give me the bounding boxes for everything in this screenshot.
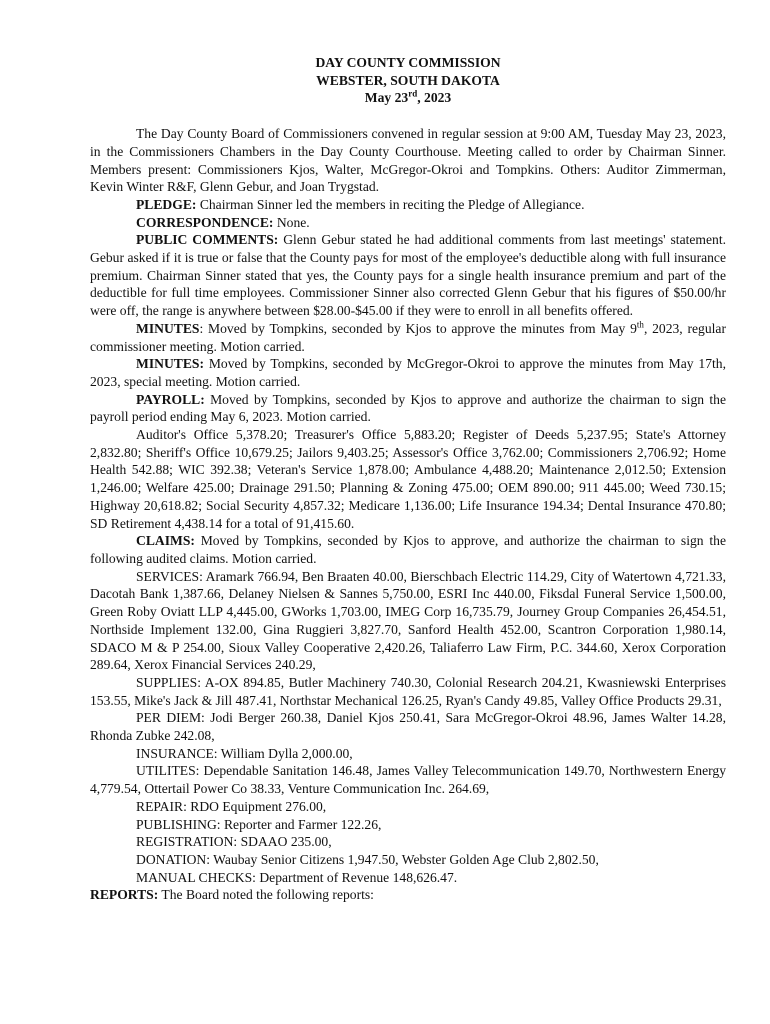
payroll-paragraph: PAYROLL: Moved by Tompkins, seconded by Kjos to approve and authorize the chairman to sign the payroll period ending May 6, 2023. Motion carried. [90,391,726,425]
payroll-detail-paragraph: Auditor's Office 5,378.20; Treasurer's Office 5,883.20; Register of Deeds 5,237.95; State's Attorney 2,832.80; Sheriff's Office 10,679.25; Jailors 9,403.25; Assessor's Office 3,762.00; Commissioners 2,706.92; Home Health 542.88; WIC 392.38; Veteran's Service 1,878.00; Ambulance 4,488.20; Maintenance 2,012.50; Extension 1,246.00; Welfare 425.00; Drainage 291.50; Planning & Zoning 475.00; OEM 890.00; 911 445.00; Weed 730.15; Highway 20,618.82; Social Security 4,857.32; Medicare 1,136.00; Life Insurance 194.34; Dental Insurance 470.80; SD Retirement 4,438.14 for a total of 91,415.60. [90,427,726,531]
manual-checks-paragraph: MANUAL CHECKS: Department of Revenue 148,626.47. [136,869,458,885]
publishing-paragraph: PUBLISHING: Reporter and Farmer 122.26, [136,816,382,832]
header-title: DAY COUNTY COMMISSION [315,55,501,70]
document-page [90,54,726,904]
supplies-paragraph: SUPPLIES: A-OX 894.85, Butler Machinery 740.30, Colonial Research 204.21, Kwasniewski Enterprises 153.55, Mike's Jack & Jill 487.41, Northstar Mechanical 126.25, Ryan's Candy 49.85, Valley Office Products 29.31, [90,674,726,708]
correspondence-paragraph: CORRESPONDENCE: None. [136,214,310,230]
reports-paragraph: REPORTS: The Board noted the following reports: [90,887,374,903]
header-location: WEBSTER, SOUTH DAKOTA [316,72,500,88]
services-paragraph: SERVICES: Aramark 766.94, Ben Braaten 40.00, Bierschbach Electric 114.29, City of Watertown 4,721.33, Dacotah Bank 1,387.66, Delaney Nielsen & Sannes 5,750.00, ESRI Inc 440.00, Fiksdal Funeral Service 1,500.00, Green Roby Oviatt LLP 4,445.00, GWorks 1,703.00, IMEG Corp 16,735.79, Journey Group Companies 26,454.51, Northside Implement 132.00, Gina Ruggieri 3,827.70, Sanford Health 452.00, Scantron Corporation 1,980.14, SDACO M & P 254.00, Sioux Valley Cooperative 2,420.26, Taliaferro Law Firm, P.C. 344.60, Xerox Corporation 289.64, Xerox Financial Services 240.29, [90,568,726,673]
registration-paragraph: REGISTRATION: SDAAO 235.00, [136,834,332,850]
intro-paragraph: The Day County Board of Commissioners convened in regular session at 9:00 AM, Tuesday May 23, 2023, in the Commissioners Chambers in the Day County Courthouse. Meeting called to order by Chairman Sinner. Members present: Commissioners Kjos, Walter, McGregor-Okroi and Tompkins. Others: Auditor Zimmerman, Kevin Winter R&F, Glenn Gebur, and Joan Trygstad. [90,126,726,195]
repair-paragraph: REPAIR: RDO Equipment 276.00, [136,798,327,814]
per-diem-paragraph: PER DIEM: Jodi Berger 260.38, Daniel Kjos 250.41, Sara McGregor-Okroi 48.96, James Walter 14.28, Rhonda Zubke 242.08, [90,710,726,744]
header-date: May 23rd, 2023 [364,88,452,106]
pledge-paragraph: PLEDGE: Chairman Sinner led the members in reciting the Pledge of Allegiance. [136,196,585,212]
minutes-paragraph-2: MINUTES: Moved by Tompkins, seconded by McGregor-Okroi to approve the minutes from May 17th, 2023, special meeting. Motion carried. [90,356,726,389]
minutes-paragraph-1: MINUTES: Moved by Tompkins, seconded by Kjos to approve the minutes from May 9th, 2023, regular commissioner meeting. Motion carried. [90,319,726,354]
public-comments-paragraph: PUBLIC COMMENTS: Glenn Gebur stated he had additional comments from last meetings' statement. Gebur asked if it is true or false that the County pays for most of the employee's deductible along with full insurance premium. Chairman Sinner stated that yes, the County pays for a single health insurance premium and part of the deductible for full time employees. Commissioner Sinner also corrected Glenn Gebur that his figures of $50.00/hr were off, the range is anywhere between $28.00-$45.00 if they were to enroll in all benefits offered. [90,232,726,319]
donation-paragraph: DONATION: Waubay Senior Citizens 1,947.50, Webster Golden Age Club 2,802.50, [136,851,599,867]
utilities-paragraph: UTILITES: Dependable Sanitation 146.48, James Valley Telecommunication 149.70, Northwestern Energy 4,779.54, Ottertail Power Co 38.33, Venture Communication Inc. 264.69, [90,763,726,797]
claims-paragraph: CLAIMS: Moved by Tompkins, seconded by Kjos to approve, and authorize the chairman to sign the following audited claims. Motion carried. [90,533,726,566]
insurance-paragraph: INSURANCE: William Dylla 2,000.00, [136,745,353,761]
